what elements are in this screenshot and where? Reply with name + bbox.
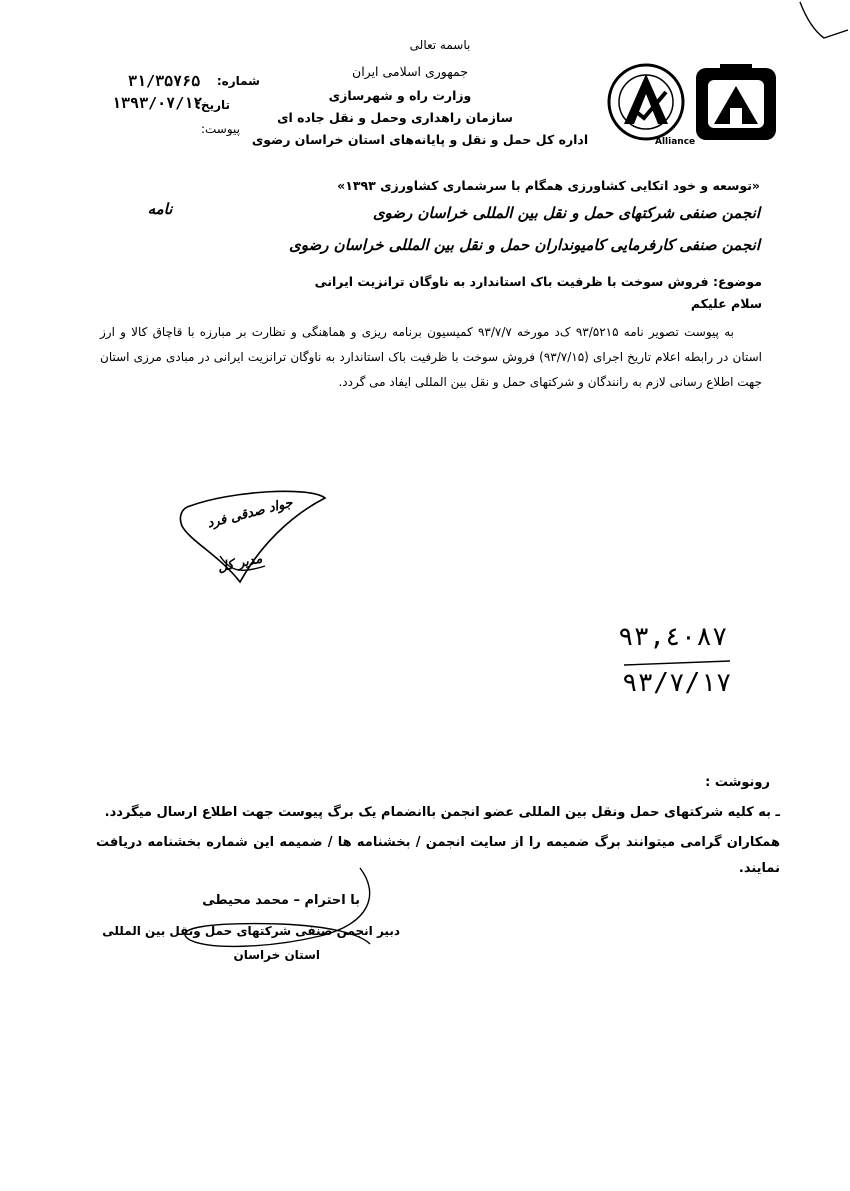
- greeting: سلام علیکم: [690, 296, 762, 311]
- subject-line: موضوع: فروش سوخت با ظرفیت باک استاندارد به ناوگان ترانزیت ایرانی: [314, 274, 762, 289]
- slogan: «توسعه و خود اتکایی کشاورزی همگام با سرشماری کشاورزی ۱۳۹۳»: [337, 178, 760, 193]
- attachment-label: پیوست:: [200, 122, 240, 136]
- letter-date: ۱۳۹۳/۰۷/۱۲: [112, 94, 203, 112]
- rmto-logo: [694, 60, 780, 148]
- number-label: شماره:: [216, 74, 260, 88]
- alliance-logo: [600, 62, 700, 150]
- transcript-line-2: همکاران گرامی میتوانند برگ ضمیمه را از سایت انجمن / بخشنامه ها / ضمیمه این شماره بخشنامه دریافت نمایند.: [96, 835, 780, 876]
- closing-regards: با احترام – محمد محیطی: [202, 893, 360, 908]
- body-paragraph: به پیوست تصویر نامه ۹۳/۵۲۱۵ ک‌د مورخه ۹۳/۷/۷ کمیسیون برنامه ریزی و هماهنگی و نظارت بر مبارزه با قاچاق کالا و ارز استان در رابطه اعلام تاریخ اجرای (۹۳/۷/۱۵) فروش سوخت با ظرفیت باک استاندارد به ناوگان ترانزیت ایرانی در مبادی مرزی استان جهت اطلاع رسانی لازم به رانندگان و شرکتهای حمل و نقل بین المللی ایفاد می گردد.: [100, 325, 762, 389]
- recipient-1: انجمن صنفی شرکتهای حمل و نقل بین المللی خراسان رضوی: [372, 204, 760, 222]
- letter-number: ۳۱/۳۵۷۶۵: [128, 72, 201, 90]
- transcript-label: رونوشت :: [705, 775, 770, 790]
- recipient-2: انجمن صنفی کارفرمایی کامیونداران حمل و نقل بین المللی خراسان رضوی: [288, 236, 760, 254]
- registration-number: ۹۳,٤٠٨٧: [618, 622, 728, 652]
- organization-name: سازمان راهداری وحمل و نقل جاده ای: [277, 110, 513, 125]
- transcript-line-1: ـ به کلیه شرکتهای حمل ونقل بین المللی عضو انجمن باانضمام یک برگ پیوست جهت اطلاع ارسال میگردد.: [104, 805, 780, 820]
- signer-name: جواد صدقی فرد: [205, 495, 295, 532]
- closing-position: دبیر انجمن صنفی شرکتهای حمل ونقل بین المللی: [102, 924, 400, 938]
- country-name: جمهوری اسلامی ایران: [352, 64, 468, 79]
- registration-divider: [622, 658, 732, 668]
- date-label: تاریخ:: [196, 98, 230, 112]
- signer-title: مدیر کل: [216, 551, 264, 576]
- registration-date: ۹۳/۷/۱۷: [622, 668, 732, 698]
- corner-mark: [790, 0, 850, 50]
- department-name: اداره کل حمل و نقل و پایانه‌های استان خراسان رضوی: [251, 132, 589, 147]
- recipient-1-note: نامه: [147, 200, 173, 218]
- invocation: باسمه تعالی: [409, 38, 471, 52]
- logo-alliance-text: Alliance: [655, 137, 696, 147]
- ministry-name: وزارت راه و شهرسازی: [328, 88, 472, 103]
- closing-region: استان خراسان: [233, 948, 320, 962]
